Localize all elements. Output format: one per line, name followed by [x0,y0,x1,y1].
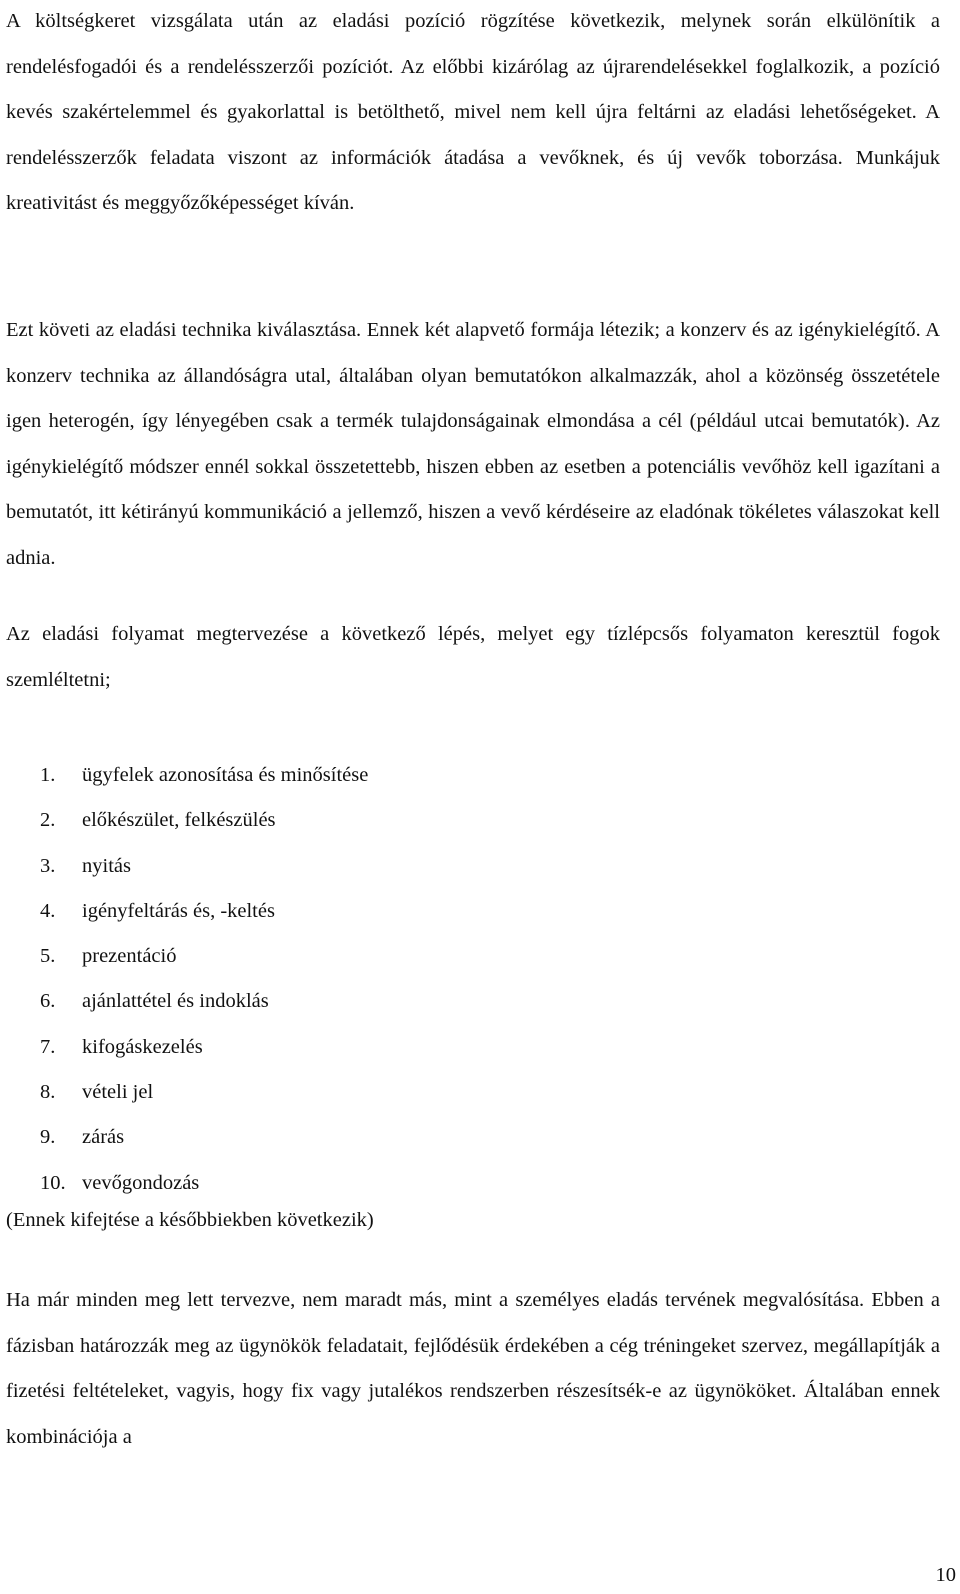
list-item-number: 10. [40,1171,66,1194]
list-item-label: vevőgondozás [82,1171,200,1194]
later-explanation-note: (Ennek kifejtése a későbbiekben következik) [6,1209,374,1231]
paragraph-sales-technique: Ezt követi az eladási technika kiválasztása. Ennek két alapvető formája létezik; a konzerv és az igénykielégítő. A konzerv technika az állandóságra utal, általában olyan bemutatókon alkalmazzák, ahol a közönség összetétele igen heterogén, így lényegében csak a termék tulajdonságainak elmondása a cél (például utcai bemutatók). Az igénykielégítő módszer ennél sokkal összetettebb, hiszen ebben az esetben a potenciális vevőhöz kell igazítani a bemutatót, itt kétirányú kommunikáció a jellemző, hiszen a vevő kérdéseire az eladónak tökéletes válaszokat kell adnia. [6,319,940,569]
list-item-number: 4. [40,899,56,922]
list-item-label: előkészület, felkészülés [82,809,276,832]
list-item-label: igényfeltárás és, -keltés [82,899,275,922]
list-item-label: ajánlattétel és indoklás [82,990,269,1013]
list-item-label: nyitás [82,854,131,877]
list-item [6,889,906,934]
paragraph-sales-process: Az eladási folyamat megtervezése a következő lépés, melyet egy tízlépcsős folyamaton keresztül fogok szemléltetni; [6,623,940,691]
page-number: 10 [935,1564,956,1586]
paragraph-plan-realization: Ha már minden meg lett tervezve, nem maradt más, mint a személyes eladás tervének megvalósítása. Ebben a fázisban határozzák meg az ügynökök feladatait, fejlődésük érdekében a cég tréningeket szervez, megállapítják a fizetési feltételeket, vagyis, hogy fix vagy jutalékos rendszerben részesítsék-e az ügynököket. Általában ennek kombinációja a [6,1289,940,1448]
list-item [6,1070,906,1115]
list-item [6,753,906,798]
list-item-number: 1. [40,764,56,786]
paragraph-sales-position: A költségkeret vizsgálata után az eladási pozíció rögzítése következik, melynek során elkülönítik a rendelésfogadói és a rendelésszerzői pozíciót. Az előbbi kizárólag az újrarendelésekkel foglalkozik, a pozíció kevés szakértelemmel és gyakorlattal is betölthető, mivel nem kell újra feltárni az eladási lehetőségeket. A rendelésszerzők feladata viszont az információk átadása a vevőknek, és új vevők toborzása. Munkájuk kreativitást és meggyőzőképességet kíván. [6,10,940,214]
list-item [6,798,906,843]
list-item-number: 6. [40,990,56,1013]
sales-steps-list [6,753,906,1206]
list-item-label: kifogáskezelés [82,1035,203,1058]
list-item [6,934,906,979]
list-item-label: zárás [82,1126,125,1149]
list-item-number: 7. [40,1035,56,1058]
list-item-number: 2. [40,809,56,832]
list-item [6,1025,906,1070]
list-item-number: 5. [40,945,56,968]
list-item-label: vételi jel [82,1081,154,1104]
list-item-label: prezentáció [82,945,177,968]
list-item-number: 8. [40,1081,56,1104]
list-item [6,844,906,889]
list-item-label: ügyfelek azonosítása és minősítése [82,764,369,786]
list-item [6,1115,906,1160]
list-item-number: 3. [40,854,56,877]
list-item-number: 9. [40,1126,56,1149]
list-item [6,979,906,1024]
